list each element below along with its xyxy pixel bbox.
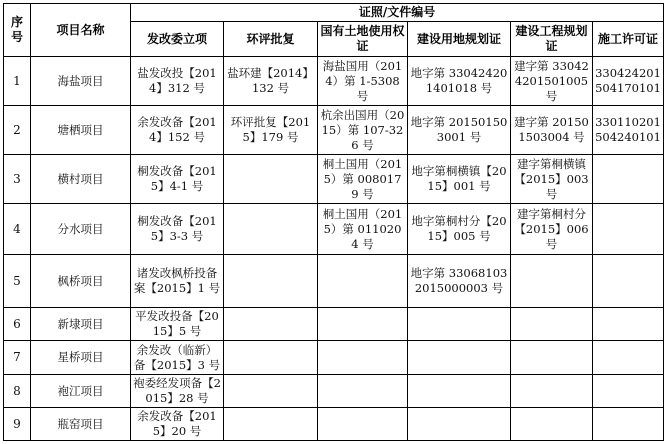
cell-ndrc: 诸发改枫桥投备案【2015】1 号 <box>131 255 224 308</box>
cell-construction-permit: 330110201504240101 <box>593 106 664 155</box>
cell-land-planning: 地字第桐横镇【2015】001 号 <box>408 155 511 204</box>
header-col-eia: 环评批复 <box>224 22 318 57</box>
cell-land-planning: 地字第 330681032015000003 号 <box>408 255 511 308</box>
table-row <box>4 106 664 155</box>
cell-ndrc: 余发改备【2014】152 号 <box>131 106 224 155</box>
cell-construction-permit <box>593 341 664 375</box>
cell-construction-permit <box>593 408 664 441</box>
cell-construction-planning: 建字第 201501503004 号 <box>511 106 593 155</box>
header-project-name: 项目名称 <box>31 4 131 57</box>
header-index: 序号 <box>4 4 31 57</box>
cell-ndrc: 余发改（临新）备【2015】3 号 <box>131 341 224 375</box>
cell-construction-planning <box>511 341 593 375</box>
header-col-land-planning: 建设用地规划证 <box>408 22 511 57</box>
cell-eia: 盐环建【2014】132 号 <box>224 57 318 106</box>
cell-construction-planning <box>511 308 593 341</box>
cell-construction-permit <box>593 255 664 308</box>
cell-land-planning <box>408 375 511 408</box>
cell-construction-permit <box>593 375 664 408</box>
row-project-name: 袍江项目 <box>31 375 131 408</box>
row-index: 7 <box>4 341 31 375</box>
table-row <box>4 204 664 255</box>
cell-land-cert: 桐土国用（2015）第 0080179 号 <box>318 155 408 204</box>
cell-construction-permit <box>593 308 664 341</box>
table-row <box>4 155 664 204</box>
cell-land-cert <box>318 341 408 375</box>
cell-construction-permit <box>593 204 664 255</box>
cell-ndrc: 余发改备【2015】20 号 <box>131 408 224 441</box>
cell-land-cert <box>318 308 408 341</box>
row-project-name: 瓶窑项目 <box>31 408 131 441</box>
cell-land-planning: 地字第 330424201401018 号 <box>408 57 511 106</box>
row-project-name: 新埭项目 <box>31 308 131 341</box>
row-project-name: 枫桥项目 <box>31 255 131 308</box>
row-index: 2 <box>4 106 31 155</box>
row-index: 9 <box>4 408 31 441</box>
header-col-land-cert: 国有土地使用权证 <box>318 22 408 57</box>
header-col-construction-planning: 建设工程规划证 <box>511 22 593 57</box>
row-index: 3 <box>4 155 31 204</box>
cell-construction-planning: 建字第桐横镇【2015】003 号 <box>511 155 593 204</box>
cell-eia <box>224 155 318 204</box>
cell-eia <box>224 408 318 441</box>
cell-land-cert <box>318 375 408 408</box>
cell-construction-planning <box>511 375 593 408</box>
cell-land-cert: 桐土国用（2015）第 0110204 号 <box>318 204 408 255</box>
header-group: 证照/文件编号 <box>131 4 664 22</box>
table-row <box>4 408 664 441</box>
cell-land-planning: 地字第 201501503001 号 <box>408 106 511 155</box>
cell-eia <box>224 308 318 341</box>
cell-construction-planning <box>511 408 593 441</box>
row-project-name: 海盐项目 <box>31 57 131 106</box>
cell-construction-permit: 330424201504170101 <box>593 57 664 106</box>
cell-ndrc: 桐发改备【2015】4-1 号 <box>131 155 224 204</box>
cell-land-planning: 地字第桐村分【2015】005 号 <box>408 204 511 255</box>
row-project-name: 横村项目 <box>31 155 131 204</box>
cell-land-cert: 海盐国用（2014）第 1-5308 号 <box>318 57 408 106</box>
cell-construction-permit <box>593 155 664 204</box>
document-page <box>3 3 664 441</box>
table-row <box>4 375 664 408</box>
row-index: 4 <box>4 204 31 255</box>
row-index: 1 <box>4 57 31 106</box>
row-index: 5 <box>4 255 31 308</box>
cell-eia <box>224 255 318 308</box>
row-index: 6 <box>4 308 31 341</box>
cell-eia <box>224 341 318 375</box>
cell-land-planning <box>408 308 511 341</box>
row-index: 8 <box>4 375 31 408</box>
row-project-name: 星桥项目 <box>31 341 131 375</box>
cell-eia: 环评批复【2015】179 号 <box>224 106 318 155</box>
cell-land-planning <box>408 341 511 375</box>
cell-land-cert <box>318 255 408 308</box>
table-row <box>4 57 664 106</box>
cell-construction-planning: 建字第 330424201501005 号 <box>511 57 593 106</box>
permits-table <box>3 3 664 441</box>
header-row-top <box>4 4 664 22</box>
cell-construction-planning <box>511 255 593 308</box>
table-row <box>4 308 664 341</box>
cell-land-cert: 杭余出国用（2015）第 107-326 号 <box>318 106 408 155</box>
cell-ndrc: 平发改投备【2015】5 号 <box>131 308 224 341</box>
cell-ndrc: 袍委经发项备【2015】28 号 <box>131 375 224 408</box>
row-project-name: 塘栖项目 <box>31 106 131 155</box>
cell-construction-planning: 建字第桐村分【2015】006 号 <box>511 204 593 255</box>
cell-eia <box>224 204 318 255</box>
table-row <box>4 341 664 375</box>
table-row <box>4 255 664 308</box>
header-col-ndrc: 发改委立项 <box>131 22 224 57</box>
cell-eia <box>224 375 318 408</box>
cell-land-planning <box>408 408 511 441</box>
cell-ndrc: 盐发改投【2014】312 号 <box>131 57 224 106</box>
cell-ndrc: 桐发改备【2015】3-3 号 <box>131 204 224 255</box>
header-col-construction-permit: 施工许可证 <box>593 22 664 57</box>
row-project-name: 分水项目 <box>31 204 131 255</box>
cell-land-cert <box>318 408 408 441</box>
